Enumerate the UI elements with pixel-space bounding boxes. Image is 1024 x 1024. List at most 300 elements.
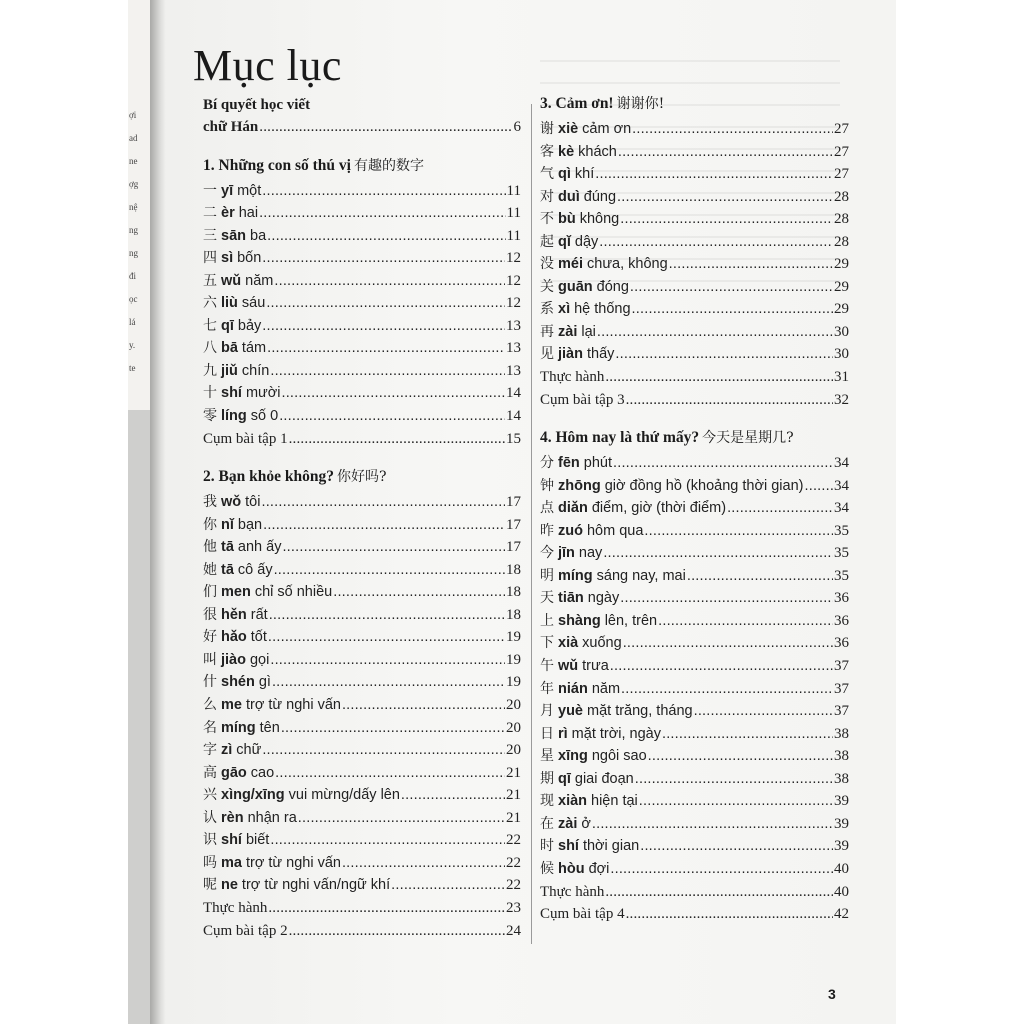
entry-meaning: số 0 <box>250 408 279 425</box>
entry-hanzi: 三 <box>203 227 217 244</box>
entry-label: Thực hành <box>540 883 605 900</box>
toc-entry <box>203 270 521 293</box>
entry-meaning: ngôi sao <box>591 748 647 765</box>
entry-pinyin: yuè <box>558 703 583 720</box>
entry-pinyin: bù <box>558 211 576 228</box>
entry-meaning: gì <box>258 674 271 691</box>
entry-hanzi: 现 <box>540 793 554 810</box>
dot-leader <box>259 202 505 225</box>
dot-leader <box>259 116 512 139</box>
entry-pinyin: tā <box>221 561 234 578</box>
fragment-text: đi <box>129 271 137 281</box>
dot-leader <box>694 700 833 723</box>
toc-entry <box>540 790 849 813</box>
page-ref: 29 <box>834 301 849 318</box>
page-ref: 31 <box>834 369 849 386</box>
toc-entry <box>540 903 849 926</box>
toc-entry <box>203 874 521 897</box>
entry-hanzi: 识 <box>203 832 217 849</box>
section-heading-text: 1. Những con số thú vị <box>203 156 351 174</box>
page-ref: 34 <box>834 477 849 494</box>
entry-hanzi: 日 <box>540 725 554 742</box>
entry-meaning: ở <box>581 815 591 832</box>
fragment-text: ọc <box>129 294 138 304</box>
dot-leader <box>391 874 505 897</box>
entry-meaning: dậy <box>574 233 599 250</box>
section-heading <box>203 155 521 177</box>
toc-entry <box>203 202 521 225</box>
toc-entry <box>540 858 849 881</box>
dot-leader <box>613 452 833 475</box>
page-ref: 30 <box>834 323 849 340</box>
dot-leader <box>620 587 833 610</box>
page-ref: 21 <box>506 787 521 804</box>
entry-pinyin: hěn <box>221 606 247 623</box>
page-ref: 27 <box>834 143 849 160</box>
page-ref: 42 <box>834 906 849 923</box>
entry-meaning: điểm, giờ (thời điểm) <box>591 500 727 517</box>
entry-hanzi: 钟 <box>540 477 554 494</box>
toc-entry <box>540 253 849 276</box>
entry-meaning: thời gian <box>582 838 640 855</box>
fragment-text: te <box>129 363 136 373</box>
section-heading-text: 4. Hôm nay là thứ mấy? <box>540 429 700 447</box>
entry-meaning: cao <box>250 764 275 781</box>
entry-hanzi: 对 <box>540 188 554 205</box>
entry-pinyin: shén <box>221 674 255 691</box>
page-ref: 38 <box>834 770 849 787</box>
entry-meaning: rất <box>250 606 268 623</box>
dot-leader <box>635 768 833 791</box>
section-heading <box>540 427 849 449</box>
entry-meaning: đúng <box>583 188 617 205</box>
section-heading-chinese: 今天是星期几? <box>702 430 794 447</box>
previous-page-fragment <box>128 0 150 410</box>
dot-leader <box>274 559 505 582</box>
page-ref: 32 <box>834 391 849 408</box>
dot-leader <box>281 717 505 740</box>
page-ref: 13 <box>506 317 521 334</box>
toc-entry <box>203 739 521 762</box>
dot-leader <box>268 626 505 649</box>
page-ref: 40 <box>834 883 849 900</box>
entry-meaning: anh ấy <box>237 539 282 556</box>
entry-hanzi: 八 <box>203 340 217 357</box>
dot-leader <box>605 881 833 904</box>
entry-hanzi: 一 <box>203 182 217 199</box>
page-ref: 20 <box>506 697 521 714</box>
entry-meaning: tôi <box>245 494 261 511</box>
entry-meaning: khách <box>578 143 617 160</box>
page-ref: 36 <box>834 590 849 607</box>
entry-pinyin: men <box>221 584 251 601</box>
toc-entry <box>203 225 521 248</box>
toc-entry <box>540 610 849 633</box>
entry-meaning: lại <box>581 323 596 340</box>
entry-meaning: bảy <box>237 317 262 334</box>
page-ref: 28 <box>834 211 849 228</box>
toc-entry <box>203 717 521 740</box>
toc-entry <box>540 813 849 836</box>
entry-pinyin: liù <box>221 295 238 312</box>
entry-pinyin: qī <box>558 770 571 787</box>
entry-pinyin: rèn <box>221 809 244 826</box>
entry-pinyin: wǔ <box>558 658 579 675</box>
dot-leader <box>618 141 833 164</box>
entry-meaning: chữ <box>236 742 262 759</box>
entry-meaning: năm <box>245 272 274 289</box>
entry-meaning: chín <box>241 362 270 379</box>
page-ref: 24 <box>506 922 521 939</box>
background <box>896 0 1024 1024</box>
dot-leader <box>662 723 833 746</box>
toc-entry <box>540 655 849 678</box>
toc-entry <box>203 626 521 649</box>
page-ref: 35 <box>834 522 849 539</box>
entry-pinyin: shí <box>558 838 579 855</box>
dot-leader <box>640 835 833 858</box>
entry-meaning: hệ thống <box>574 301 631 318</box>
entry-hanzi: 七 <box>203 317 217 334</box>
toc-column-left <box>203 92 521 942</box>
page-ref: 12 <box>506 272 521 289</box>
fragment-text: ng <box>129 225 138 235</box>
entry-hanzi: 星 <box>540 748 554 765</box>
dot-leader <box>617 186 833 209</box>
entry-hanzi: 谢 <box>540 121 554 137</box>
toc-entry <box>203 180 521 203</box>
page-ref: 20 <box>506 719 521 736</box>
dot-leader <box>610 655 833 678</box>
dot-leader <box>342 694 505 717</box>
entry-hanzi: 认 <box>203 809 217 826</box>
toc-entry <box>540 343 849 366</box>
entry-meaning: sáng nay, mai <box>596 567 686 584</box>
fragment-text: nệ <box>129 202 138 212</box>
entry-pinyin: jiàn <box>558 346 583 363</box>
dot-leader <box>658 610 833 633</box>
page-ref: 21 <box>506 809 521 826</box>
entry-hanzi: 四 <box>203 250 217 267</box>
entry-hanzi: 分 <box>540 455 554 472</box>
entry-meaning: xuống <box>582 635 622 652</box>
section-3 <box>540 93 849 411</box>
toc-entry <box>203 514 521 537</box>
dot-leader <box>621 678 833 701</box>
entry-hanzi: 在 <box>540 815 554 832</box>
section-heading-text: 3. Cảm ơn! <box>540 95 614 112</box>
toc-column-right <box>540 92 849 926</box>
dot-leader <box>632 298 833 321</box>
entry-hanzi: 再 <box>540 323 554 340</box>
entry-pinyin: ne <box>221 877 238 894</box>
page-ref: 19 <box>506 674 521 691</box>
entry-pinyin: nián <box>558 680 588 697</box>
entry-pinyin: jiǔ <box>221 362 238 379</box>
entry-pinyin: jiào <box>221 651 246 668</box>
entry-label: Cụm bài tập 1 <box>203 430 288 447</box>
entry-hanzi: 今 <box>540 545 554 562</box>
page-ref: 11 <box>506 227 521 244</box>
page-ref: 34 <box>834 455 849 472</box>
entry-hanzi: 见 <box>540 346 554 363</box>
dot-leader <box>267 225 505 248</box>
dot-leader <box>282 536 505 559</box>
page-ref: 35 <box>834 545 849 562</box>
entry-meaning: sáu <box>241 295 266 312</box>
entry-hanzi: 兴 <box>203 787 217 804</box>
entry-label: Cụm bài tập 4 <box>540 906 625 923</box>
toc-entry <box>540 276 849 299</box>
entry-pinyin: nǐ <box>221 516 234 533</box>
entry-meaning: năm <box>591 680 621 697</box>
entry-meaning: trợ từ nghi vấn/ngữ khí <box>241 877 391 894</box>
toc-entry <box>540 452 849 475</box>
entry-hanzi: 候 <box>540 860 554 877</box>
page-ref: 36 <box>834 635 849 652</box>
toc-entry <box>203 315 521 338</box>
entry-hanzi: 她 <box>203 561 217 578</box>
entry-pinyin: duì <box>558 188 580 205</box>
toc-entry <box>540 186 849 209</box>
dot-leader <box>333 581 505 604</box>
dot-leader <box>281 382 505 405</box>
page-ref: 21 <box>506 764 521 781</box>
page-ref: 19 <box>506 629 521 646</box>
entry-label: Thực hành <box>203 899 268 916</box>
page-ref: 28 <box>834 188 849 205</box>
entry-hanzi: 叫 <box>203 651 217 668</box>
page-ref: 18 <box>506 584 521 601</box>
toc-entry <box>540 565 849 588</box>
entry-meaning: ngày <box>587 590 620 607</box>
dot-leader <box>269 604 505 627</box>
page-ref: 30 <box>834 346 849 363</box>
toc-entry <box>203 920 521 943</box>
page-ref: 17 <box>506 516 521 533</box>
entry-meaning: mười <box>245 385 281 402</box>
page-ref: 13 <box>506 362 521 379</box>
page-ref: 37 <box>834 680 849 697</box>
toc-entry <box>203 829 521 852</box>
toc-entry <box>203 694 521 717</box>
page-ref: 37 <box>834 658 849 675</box>
entry-meaning: tốt <box>250 629 267 646</box>
toc-entry <box>203 671 521 694</box>
entry-meaning: khí <box>574 166 595 183</box>
entry-meaning: biết <box>245 832 270 849</box>
toc-entry <box>540 231 849 254</box>
entry-pinyin: líng <box>221 408 247 425</box>
entry-meaning: không <box>579 211 620 228</box>
entry-pinyin: tiān <box>558 590 584 607</box>
entry-pinyin: xì <box>558 301 571 318</box>
entry-pinyin: guān <box>558 278 593 295</box>
entry-hanzi: 你 <box>203 516 217 533</box>
entry-pinyin: qī <box>221 317 234 334</box>
dot-leader <box>610 858 833 881</box>
section-heading <box>540 93 849 115</box>
entry-pinyin: me <box>221 697 242 714</box>
entry-pinyin: zì <box>221 742 233 759</box>
page-number: 3 <box>828 986 836 1002</box>
toc-entry <box>203 784 521 807</box>
entry-hanzi: 没 <box>540 256 554 273</box>
dot-leader <box>262 180 505 203</box>
page-ref: 35 <box>834 567 849 584</box>
entry-label: Cụm bài tập 2 <box>203 922 288 939</box>
page-ref: 27 <box>834 166 849 183</box>
page-ref: 18 <box>506 606 521 623</box>
entry-pinyin: èr <box>221 205 235 222</box>
toc-entry <box>540 700 849 723</box>
entry-pinyin: zài <box>558 323 578 340</box>
entry-meaning: ba <box>250 227 267 244</box>
dot-leader <box>270 649 505 672</box>
toc-entry <box>540 587 849 610</box>
toc-entry <box>540 678 849 701</box>
entry-pinyin: tā <box>221 539 234 556</box>
entry-hanzi: 他 <box>203 539 217 556</box>
toc-entry <box>203 852 521 875</box>
entry-hanzi: 气 <box>540 166 554 183</box>
toc-entry <box>203 536 521 559</box>
entry-label: Thực hành <box>540 369 605 386</box>
entry-pinyin: ma <box>221 854 242 871</box>
entry-hanzi: 六 <box>203 295 217 312</box>
toc-entry <box>203 337 521 360</box>
toc-entry <box>203 491 521 514</box>
entry-meaning: bạn <box>237 516 263 533</box>
toc-entry <box>203 581 521 604</box>
intro-title: Bí quyết học viết <box>203 97 311 113</box>
entry-pinyin: kè <box>558 143 575 160</box>
section-heading-chinese: 谢谢你! <box>616 96 665 112</box>
dot-leader <box>267 337 505 360</box>
dot-leader <box>279 405 505 428</box>
dot-leader <box>298 807 505 830</box>
toc-entry <box>540 208 849 231</box>
dot-leader <box>262 315 505 338</box>
entry-meaning: trưa <box>582 658 609 675</box>
entry-hanzi: 二 <box>203 205 217 222</box>
book-gutter <box>150 0 166 1024</box>
entry-pinyin: xīng <box>558 748 588 765</box>
toc-entry <box>540 141 849 164</box>
section-1 <box>203 155 521 451</box>
entry-meaning: một <box>237 182 262 199</box>
entry-meaning: tám <box>241 340 267 357</box>
page-ref: 29 <box>834 278 849 295</box>
toc-entry <box>203 247 521 270</box>
page-ref: 29 <box>834 256 849 273</box>
entry-pinyin: xiàn <box>558 793 588 810</box>
page-ref: 20 <box>506 742 521 759</box>
entry-meaning: cô ấy <box>237 561 273 578</box>
dot-leader <box>669 253 833 276</box>
toc-entry <box>203 360 521 383</box>
toc-entry-intro <box>203 116 521 139</box>
page-ref: 22 <box>506 832 521 849</box>
entry-pinyin: jīn <box>558 545 575 562</box>
entry-pinyin: shí <box>221 385 242 402</box>
entry-hanzi: 点 <box>540 500 554 517</box>
entry-hanzi: 什 <box>203 674 217 691</box>
section-heading-text: 2. Bạn khỏe không? <box>203 468 334 486</box>
fragment-text: ợi <box>129 110 137 120</box>
toc-entry <box>203 428 521 451</box>
entry-meaning: đợi <box>588 860 610 877</box>
entry-hanzi: 时 <box>540 838 554 855</box>
fragment-text: ad <box>129 133 138 143</box>
dot-leader <box>727 497 833 520</box>
toc-entry <box>540 520 849 543</box>
dot-leader <box>262 247 505 270</box>
entry-meaning: giờ đồng hồ (khoảng thời gian) <box>604 477 804 494</box>
entry-meaning: chưa, không <box>587 256 668 273</box>
dot-leader <box>595 163 833 186</box>
toc-entry <box>540 835 849 858</box>
dot-leader <box>626 389 833 412</box>
entry-hanzi: 九 <box>203 362 217 379</box>
entry-pinyin: méi <box>558 256 583 273</box>
dot-leader <box>274 270 505 293</box>
entry-pinyin: zài <box>558 815 578 832</box>
entry-pinyin: sān <box>221 227 246 244</box>
entry-hanzi: 昨 <box>540 522 554 539</box>
entry-meaning: tên <box>259 719 280 736</box>
entry-hanzi: 系 <box>540 301 554 318</box>
dot-leader <box>639 790 833 813</box>
entry-pinyin: rì <box>558 725 568 742</box>
dot-leader <box>605 366 833 389</box>
section-heading-chinese: 有趣的数字 <box>353 157 424 174</box>
dot-leader <box>401 784 505 807</box>
entry-hanzi: 名 <box>203 719 217 736</box>
entry-hanzi: 们 <box>203 584 217 601</box>
page-ref: 12 <box>506 295 521 312</box>
fragment-text: lá <box>129 317 136 327</box>
dot-leader <box>615 343 833 366</box>
entry-pinyin: hòu <box>558 860 585 877</box>
entry-hanzi: 呢 <box>203 877 217 894</box>
entry-hanzi: 客 <box>540 143 554 160</box>
entry-hanzi: 么 <box>203 697 217 714</box>
section-2 <box>203 466 521 942</box>
entry-meaning: vui mừng/dấy lên <box>288 787 400 804</box>
entry-pinyin: shàng <box>558 612 601 629</box>
dot-leader <box>289 428 505 451</box>
toc-entry <box>540 118 849 141</box>
page-ref: 22 <box>506 877 521 894</box>
page-ref: 6 <box>513 119 521 135</box>
entry-meaning: cảm ơn <box>582 121 632 137</box>
dot-leader <box>630 276 833 299</box>
page-ref: 40 <box>834 860 849 877</box>
dot-leader <box>644 520 833 543</box>
section-4 <box>540 427 849 925</box>
page-title: Mục lục <box>193 41 342 90</box>
entry-hanzi: 关 <box>540 278 554 295</box>
toc-entry <box>540 881 849 904</box>
entry-pinyin: qǐ <box>558 233 571 250</box>
page-ref: 38 <box>834 725 849 742</box>
section-heading-chinese: 你好吗? <box>336 469 387 486</box>
entry-meaning: hiện tại <box>591 793 638 810</box>
entry-hanzi: 吗 <box>203 854 217 871</box>
page-ref: 37 <box>834 703 849 720</box>
dot-leader <box>268 897 505 920</box>
